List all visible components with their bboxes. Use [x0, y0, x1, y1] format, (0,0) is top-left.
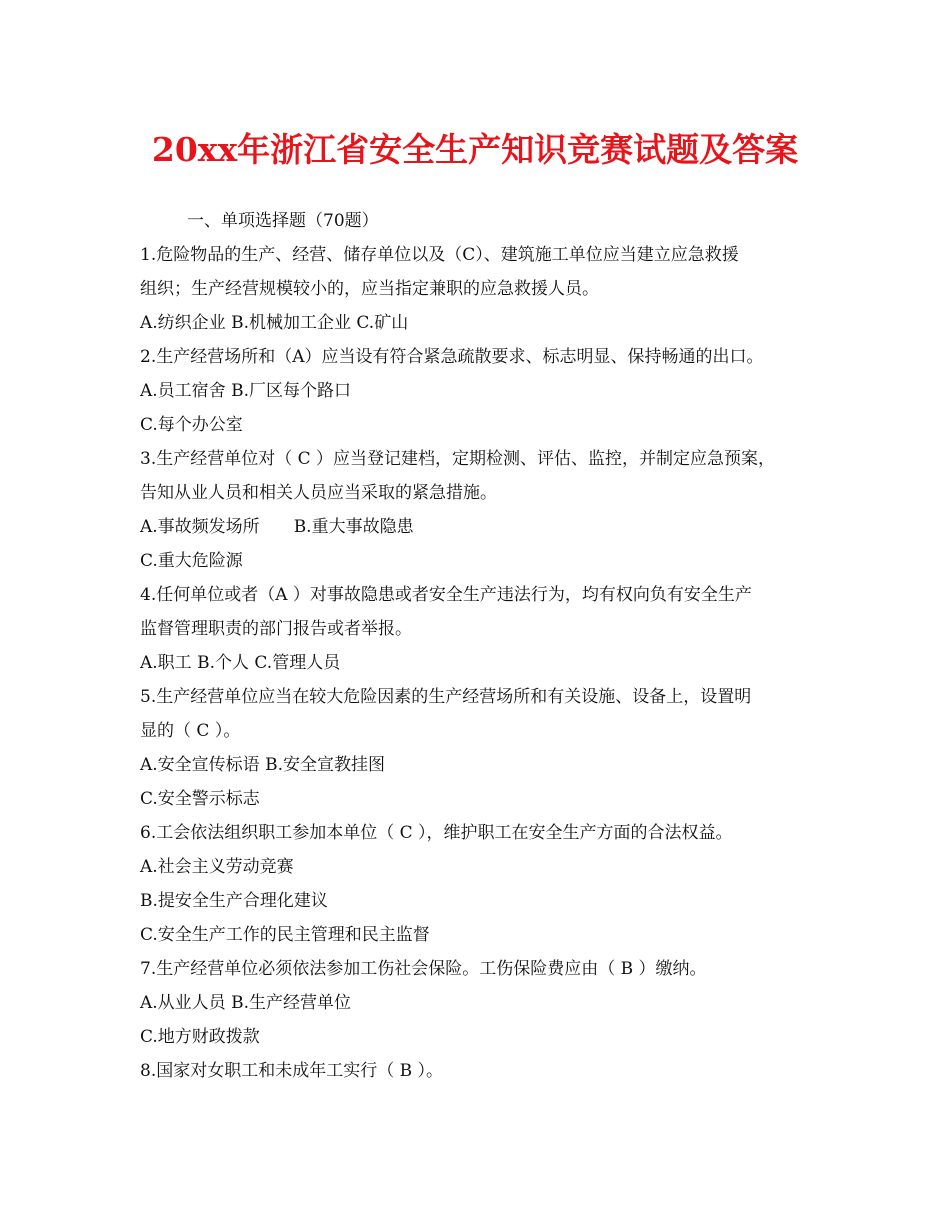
section-heading: 一、单项选择题（70题） — [187, 211, 379, 231]
question-1-line-2: 组织；生产经营规模较小的，应当指定兼职的应急救援人员。 — [140, 279, 599, 299]
question-6-option-c: C.安全生产工作的民主管理和民主监督 — [140, 925, 430, 945]
question-4-options: A.职工 B.个人 C.管理人员 — [140, 653, 341, 673]
document-body — [140, 204, 840, 1088]
question-4-line-2: 监督管理职责的部门报告或者举报。 — [140, 619, 412, 639]
question-5-line-2: 显的（ C ）。 — [140, 721, 241, 741]
question-1-line-1: 1.危险物品的生产、经营、储存单位以及（C）、建筑施工单位应当建立应急救援 — [140, 245, 739, 265]
question-4-line-1: 4.任何单位或者（A ）对事故隐患或者安全生产违法行为，均有权向负有安全生产 — [140, 585, 752, 605]
question-6-option-a: A.社会主义劳动竞赛 — [140, 857, 294, 877]
question-3-line-1: 3.生产经营单位对（ C ）应当登记建档，定期检测、评估、监控，并制定应急预案， — [140, 449, 776, 469]
question-6-line-1: 6.工会依法组织职工参加本单位（ C ），维护职工在安全生产方面的合法权益。 — [140, 823, 733, 843]
question-5-line-1: 5.生产经营单位应当在较大危险因素的生产经营场所和有关设施、设备上，设置明 — [140, 687, 752, 707]
question-3-option-c: C.重大危险源 — [140, 551, 243, 571]
document-title: 20xx年浙江省安全生产知识竞赛试题及答案 — [151, 130, 799, 169]
question-3-line-2: 告知从业人员和相关人员应当采取的紧急措施。 — [140, 483, 497, 503]
question-7-option-c: C.地方财政拨款 — [140, 1027, 260, 1047]
question-7-options-ab: A.从业人员 B.生产经营单位 — [140, 993, 351, 1013]
question-5-option-c: C.安全警示标志 — [140, 789, 260, 809]
question-2-option-c: C.每个办公室 — [140, 415, 243, 435]
question-3-options-ab — [140, 510, 840, 544]
question-3-option-a: A.事故频发场所 — [140, 517, 260, 537]
question-2-options-ab: A.员工宿舍 B.厂区每个路口 — [140, 381, 351, 401]
question-1-options: A.纺织企业 B.机械加工企业 C.矿山 — [140, 313, 409, 333]
question-2-line-1: 2.生产经营场所和（A）应当设有符合紧急疏散要求、标志明显、保持畅通的出口。 — [140, 347, 764, 367]
question-8-line-1: 8.国家对女职工和未成年工实行（ B ）。 — [140, 1061, 444, 1081]
question-5-options-ab: A.安全宣传标语 B.安全宣教挂图 — [140, 755, 385, 775]
question-3-option-b: B.重大事故隐患 — [293, 517, 414, 537]
question-6-option-b: B.提安全生产合理化建议 — [140, 891, 328, 911]
question-7-line-1: 7.生产经营单位必须依法参加工伤社会保险。工伤保险费应由（ B ）缴纳。 — [140, 959, 707, 979]
